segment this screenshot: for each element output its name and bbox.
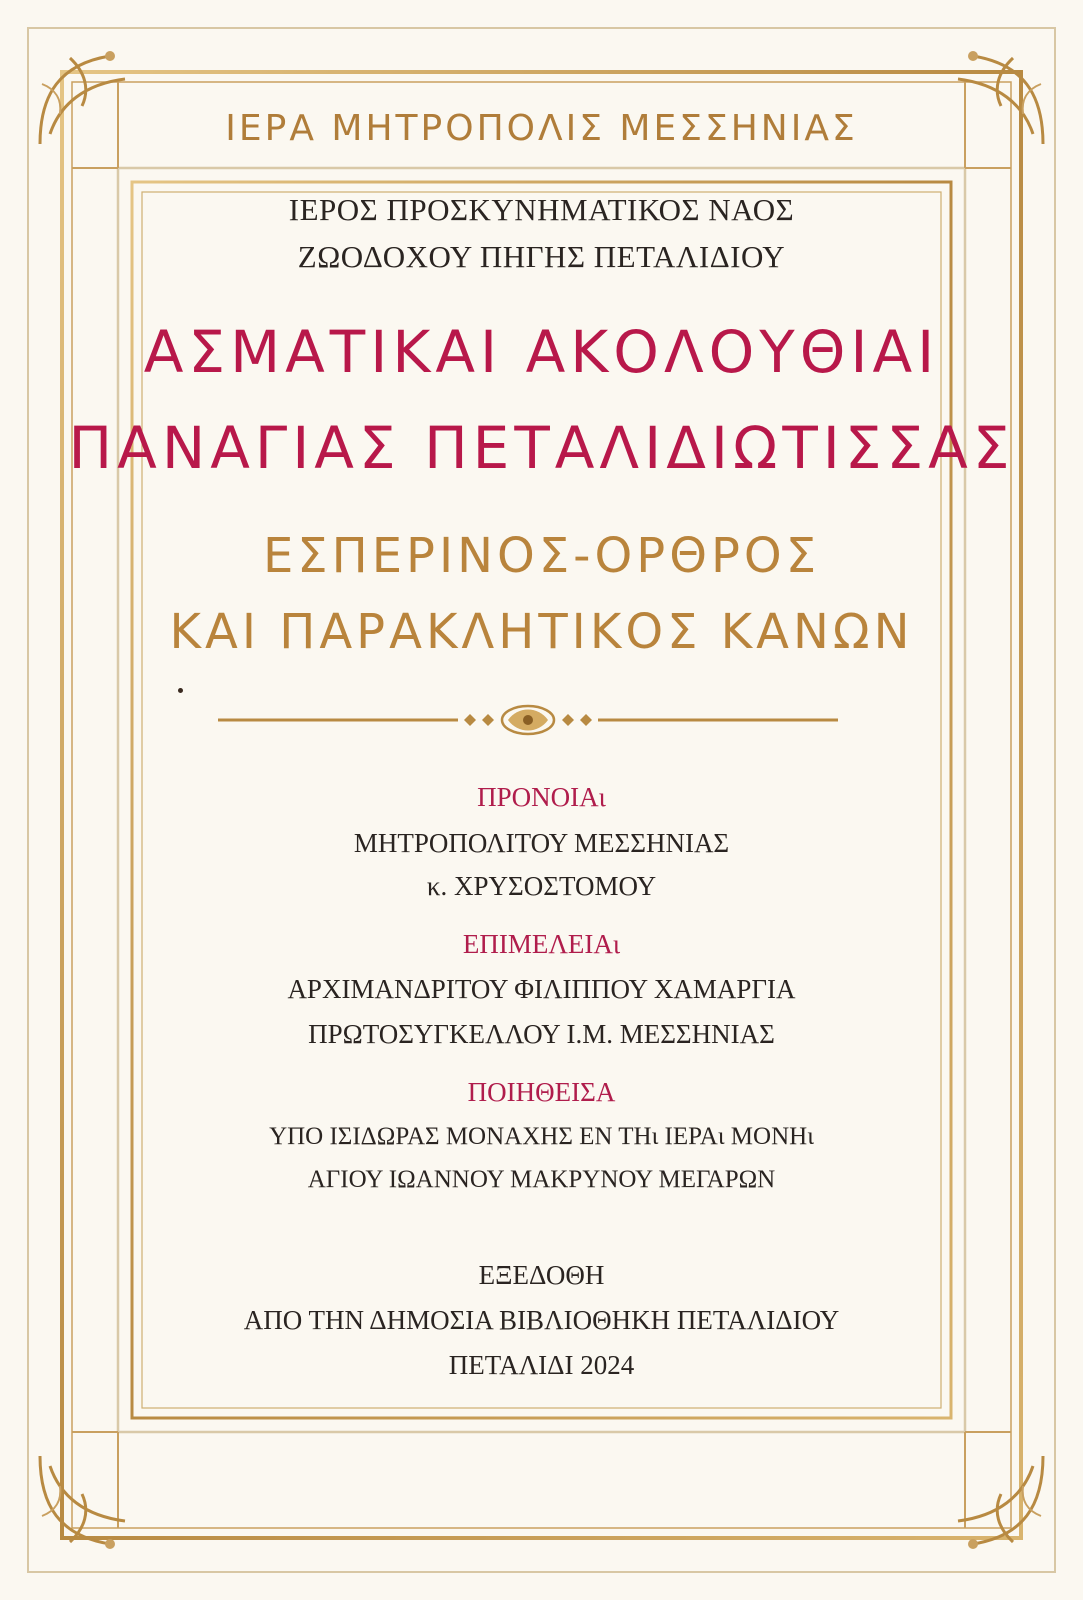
main-title-line2: ΠΑΝΑΓΙΑΣ ΠΕΤΑΛΙΔΙΩΤΙΣΣΑΣ (68, 414, 1015, 482)
publication-year: ΠΕΤΑΛΙΔΙ 2024 (448, 1350, 635, 1380)
metropolis-header: ΙΕΡΑ ΜΗΤΡΟΠΟΛΙΣ ΜΕΣΣΗΝΙΑΣ (225, 108, 858, 149)
subtitle-line2: ΚΑΙ ΠΑΡΑΚΛΗΤΙΚΟΣ ΚΑΝΩΝ (169, 604, 914, 660)
corner-flourish-icon (30, 1446, 140, 1556)
stray-dot (178, 688, 183, 693)
publication-line2: ΑΠΟ ΤΗΝ ΔΗΜΟΣΙΑ ΒΙΒΛΙΟΘΗΚΗ ΠΕΤΑΛΙΔΙΟΥ (243, 1305, 840, 1335)
temple-name-line2: ΖΩΟΔΟΧΟΥ ΠΗΓΗΣ ΠΕΤΑΛΙΔΙΟΥ (297, 239, 786, 274)
providence-label: ΠΡΟΝΟΙΑι (477, 782, 606, 812)
subtitle-line1: ΕΣΠΕΡΙΝΟΣ-ΟΡΘΡΟΣ (262, 528, 821, 584)
providence-line2: κ. ΧΡΥΣΟΣΤΟΜΟΥ (426, 871, 657, 901)
composed-line1: ΥΠΟ ΙΣΙΔΩΡΑΣ ΜΟΝΑΧΗΣ ΕΝ ΤΗι ΙΕΡΑι ΜΟΝΗι (269, 1123, 814, 1150)
main-title-line1: ΑΣΜΑΤΙΚΑΙ ΑΚΟΛΟΥΘΙΑΙ (143, 318, 940, 386)
composed-line2: ΑΓΙΟΥ ΙΩΑΝΝΟΥ ΜΑΚΡΥΝΟΥ ΜΕΓΑΡΩΝ (307, 1166, 776, 1193)
editing-line2: ΠΡΩΤΟΣΥΓΚΕΛΛΟΥ Ι.Μ. ΜΕΣΣΗΝΙΑΣ (308, 1019, 775, 1049)
editing-label: ΕΠΙΜΕΛΕΙΑι (462, 929, 621, 959)
providence-line1: ΜΗΤΡΟΠΟΛΙΤΟΥ ΜΕΣΣΗΝΙΑΣ (353, 828, 730, 858)
editing-line1: ΑΡΧΙΜΑΝΔΡΙΤΟΥ ΦΙΛΙΠΠΟΥ ΧΑΜΑΡΓΙΑ (287, 974, 796, 1004)
composed-label: ΠΟΙΗΘΕΙΣΑ (467, 1077, 616, 1107)
diamond-divider-icon (218, 700, 838, 740)
corner-flourish-icon (943, 1446, 1053, 1556)
publication-line1: ΕΞΕΔΟΘΗ (478, 1260, 605, 1290)
temple-name-line1: ΙΕΡΟΣ ΠΡΟΣΚΥΝΗΜΑΤΙΚΟΣ ΝΑΟΣ (288, 192, 795, 227)
